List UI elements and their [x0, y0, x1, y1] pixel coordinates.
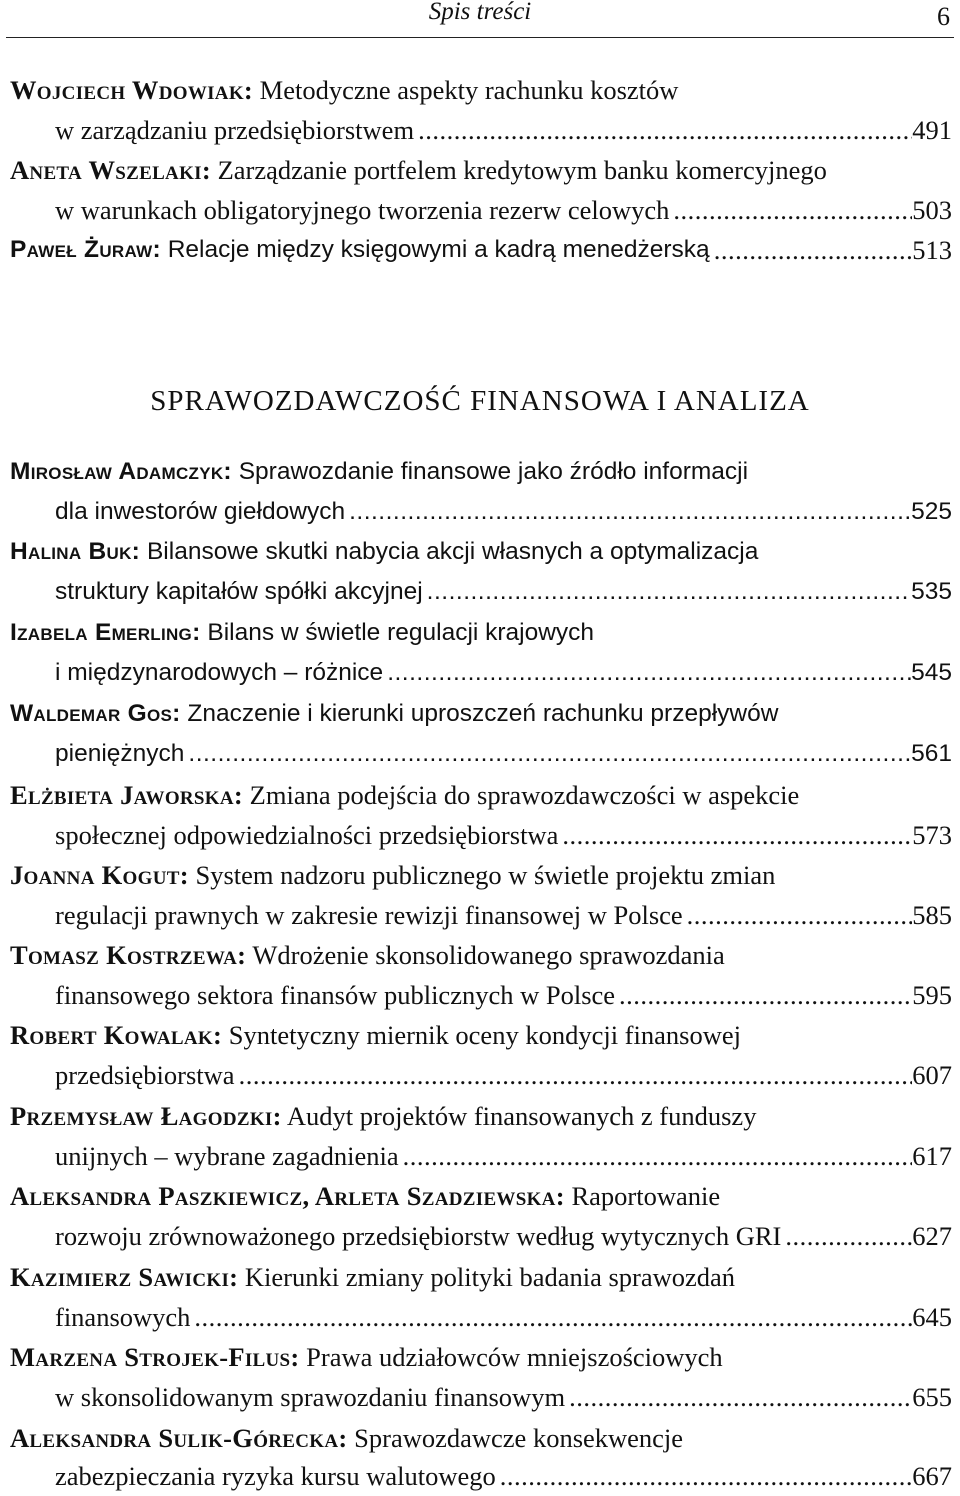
toc-entry-line2	[55, 975, 952, 1015]
toc-entry-line2	[55, 734, 952, 774]
toc-title-continuation: regulacji prawnych w zakresie rewizji finansowej w Polsce	[55, 900, 683, 930]
toc-entry-line1	[10, 150, 952, 190]
toc-author: Robert Kowalak:	[10, 1020, 223, 1050]
toc-entry-line1	[10, 1096, 952, 1136]
toc-author: Mirosław Adamczyk:	[10, 458, 232, 485]
toc-entry-line2	[55, 190, 952, 230]
toc-author: Joanna Kogut:	[10, 860, 189, 890]
toc-author: Paweł Żuraw:	[10, 236, 161, 263]
header-rule	[6, 37, 954, 38]
toc-page-number: 513	[912, 235, 952, 265]
toc-title: Sprawozdanie finansowe jako źródło informacji	[238, 458, 749, 485]
toc-author: Marzena Strojek-Filus:	[10, 1342, 300, 1372]
toc-entry-line1	[10, 613, 952, 653]
toc-entry-line1	[10, 694, 952, 734]
running-header	[0, 0, 960, 40]
toc-page-number: 627	[912, 1221, 952, 1251]
leader-dots	[383, 653, 911, 693]
running-header-title: Spis treści	[428, 0, 532, 25]
toc-title-continuation: finansowego sektora finansów publicznych w Polsce	[55, 980, 616, 1010]
toc-author: Przemysław Łagodzki:	[10, 1101, 282, 1131]
toc-title-continuation: społecznej odpowiedzialności przedsiębiorstwa	[55, 820, 559, 850]
toc-entry-line2	[55, 653, 952, 693]
toc-author: Halina Buk:	[10, 538, 141, 565]
toc-author: Aneta Wszelaki:	[10, 155, 211, 185]
leader-dots	[235, 1055, 913, 1095]
leader-dots	[184, 734, 911, 774]
toc-title-continuation: w warunkach obligatoryjnego tworzenia rezerw celowych	[55, 195, 670, 225]
toc-entry-line2	[55, 1297, 952, 1337]
toc-page-number: 645	[912, 1302, 952, 1332]
toc-page-number: 573	[912, 820, 952, 850]
toc-title: Bilansowe skutki nabycia akcji własnych a optymalizacja	[146, 538, 759, 565]
toc-page-number: 561	[911, 740, 952, 767]
toc-title: Syntetyczny miernik oceny kondycji finansowej	[228, 1020, 741, 1050]
toc-entry-line2	[55, 895, 952, 935]
toc-entry-line1	[10, 1257, 952, 1297]
toc-entry-line2	[55, 572, 952, 612]
toc-entry-line2	[55, 1377, 952, 1417]
toc-entry-line1	[10, 532, 952, 572]
toc-entry-line2	[55, 815, 952, 855]
toc-entry-line1	[10, 935, 952, 975]
toc-entry-line1	[10, 855, 952, 895]
leader-dots	[414, 110, 912, 150]
toc-author: Wojciech Wdowiak:	[10, 75, 254, 105]
toc-entry-line1	[10, 775, 952, 815]
toc-author: Tomasz Kostrzewa:	[10, 940, 247, 970]
toc-page-number: 491	[912, 115, 952, 145]
toc-entry-line1	[10, 230, 952, 270]
leader-dots	[710, 230, 913, 270]
toc-title-continuation: struktury kapitałów spółki akcyjnej	[55, 578, 423, 605]
toc-title: Sprawozdawcze konsekwencje	[354, 1423, 684, 1453]
toc-title: System nadzoru publicznego w świetle projektu zmian	[195, 860, 776, 890]
toc-author: Aleksandra Paszkiewicz, Arleta Szadziewska:	[10, 1181, 565, 1211]
toc-page-number: 667	[912, 1461, 952, 1491]
toc-title: Zmiana podejścia do sprawozdawczości w aspekcie	[249, 780, 800, 810]
leader-dots	[399, 1136, 913, 1176]
toc-entry-line1	[10, 70, 952, 110]
toc-title-continuation: finansowych	[55, 1302, 191, 1332]
leader-dots	[190, 1297, 912, 1337]
toc-entry-line1	[10, 1176, 952, 1216]
toc-entry-line2	[55, 1055, 952, 1095]
toc-title: Kierunki zmiany polityki badania sprawozdań	[244, 1262, 736, 1292]
toc-entry-line1	[10, 1015, 952, 1055]
toc-title: Wdrożenie skonsolidowanego sprawozdania	[252, 940, 725, 970]
toc-page-number: 655	[912, 1382, 952, 1412]
toc-entry-line2	[55, 1456, 952, 1496]
toc-author: Izabela Emerling:	[10, 619, 201, 646]
toc-page-number: 545	[911, 659, 952, 686]
toc-title-continuation: przedsiębiorstwa	[55, 1060, 235, 1090]
toc-page-number: 595	[912, 980, 952, 1010]
toc-author: Kazimierz Sawicki:	[10, 1262, 239, 1292]
toc-page-number: 617	[912, 1141, 952, 1171]
leader-dots	[565, 1377, 912, 1417]
toc-title-continuation: w skonsolidowanym sprawozdaniu finansowym	[55, 1382, 566, 1412]
running-header-page-number: 6	[937, 2, 950, 31]
toc-title-continuation: dla inwestorów giełdowych	[55, 498, 346, 525]
toc-title: Raportowanie	[571, 1181, 721, 1211]
toc-title: Zarządzanie portfelem kredytowym banku komercyjnego	[217, 155, 827, 185]
toc-title-continuation: zabezpieczania ryzyka kursu walutowego	[55, 1461, 496, 1491]
toc-title-continuation: unijnych – wybrane zagadnienia	[55, 1141, 399, 1171]
toc-title-continuation: w zarządzaniu przedsiębiorstwem	[55, 115, 415, 145]
toc-author: Waldemar Gos:	[10, 700, 181, 727]
toc-title: Prawa udziałowców mniejszościowych	[306, 1342, 723, 1372]
toc-page-number: 607	[912, 1060, 952, 1090]
section-heading: SPRAWOZDAWCZOŚĆ FINANSOWA I ANALIZA	[150, 385, 810, 417]
toc-entry-line1	[10, 1418, 952, 1458]
toc-author: Aleksandra Sulik-Górecka:	[10, 1423, 348, 1453]
toc-entry-line2	[55, 1216, 952, 1256]
toc-title: Bilans w świetle regulacji krajowych	[207, 619, 595, 646]
toc-entry-line2	[55, 1136, 952, 1176]
toc-entry-line1	[10, 1337, 952, 1377]
leader-dots	[669, 190, 912, 230]
toc-page-number: 503	[912, 195, 952, 225]
toc-title-continuation: pieniężnych	[55, 740, 185, 767]
leader-dots	[781, 1216, 912, 1256]
toc-title: Znaczenie i kierunki uproszczeń rachunku przepływów	[187, 700, 779, 727]
toc-author: Elżbieta Jaworska:	[10, 780, 244, 810]
toc-title-continuation: rozwoju zrównoważonego przedsiębiorstw według wytycznych GRI	[55, 1221, 782, 1251]
leader-dots	[683, 895, 913, 935]
toc-title: Relacje między księgowymi a kadrą menedżerską	[167, 236, 710, 263]
toc-title: Metodyczne aspekty rachunku kosztów	[259, 75, 679, 105]
toc-page-number: 585	[912, 900, 952, 930]
toc-entry-line2	[55, 110, 952, 150]
toc-title-continuation: i międzynarodowych – różnice	[55, 659, 384, 686]
leader-dots	[423, 572, 911, 612]
leader-dots	[615, 975, 912, 1015]
toc-page-number: 525	[911, 498, 952, 525]
leader-dots	[558, 815, 912, 855]
leader-dots	[496, 1456, 913, 1496]
toc-page-number: 535	[911, 578, 952, 605]
toc-title: Audyt projektów finansowanych z funduszy	[286, 1101, 757, 1131]
toc-entry-line2	[55, 492, 952, 532]
leader-dots	[345, 492, 911, 532]
toc-entry-line1	[10, 452, 952, 492]
